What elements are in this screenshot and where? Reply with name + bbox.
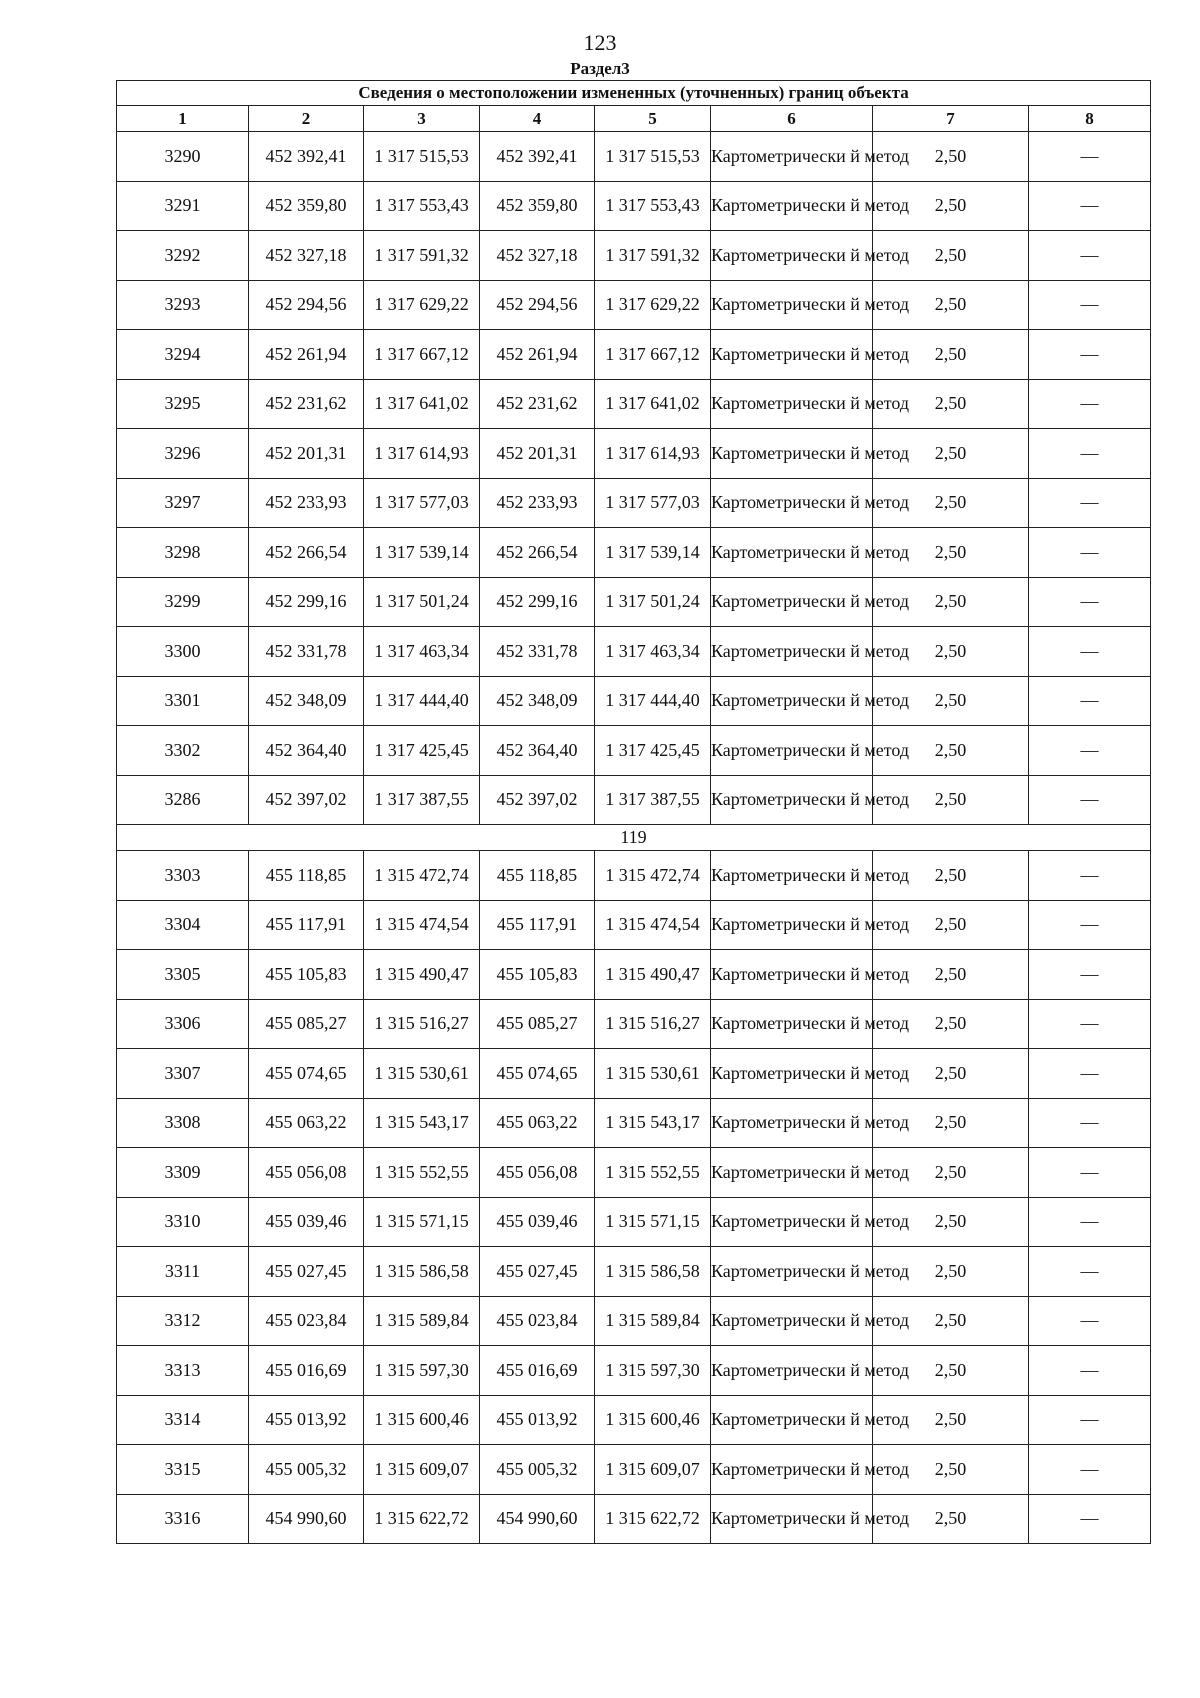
y-new-cell: 1 317 577,03 xyxy=(595,478,711,528)
page-number: 123 xyxy=(583,30,617,55)
y-existing-cell: 1 315 474,54 xyxy=(364,900,480,950)
note-cell: — xyxy=(1029,1098,1151,1148)
column-number-header: 6 xyxy=(711,106,873,132)
table-caption-row xyxy=(117,81,1151,106)
point-number-cell: 3310 xyxy=(117,1197,249,1247)
x-new-cell: 455 117,91 xyxy=(480,900,595,950)
table-row xyxy=(117,379,1151,429)
x-existing-cell: 455 023,84 xyxy=(249,1296,364,1346)
method-cell: Картометрически й метод xyxy=(711,775,873,825)
x-new-cell: 455 027,45 xyxy=(480,1247,595,1297)
table-row xyxy=(117,132,1151,182)
accuracy-cell: 2,50 xyxy=(873,900,1029,950)
method-cell: Картометрически й метод xyxy=(711,851,873,901)
x-existing-cell: 452 392,41 xyxy=(249,132,364,182)
y-existing-cell: 1 315 530,61 xyxy=(364,1049,480,1099)
table-row xyxy=(117,851,1151,901)
x-new-cell: 452 201,31 xyxy=(480,429,595,479)
y-new-cell: 1 317 501,24 xyxy=(595,577,711,627)
x-new-cell: 455 023,84 xyxy=(480,1296,595,1346)
accuracy-cell: 2,50 xyxy=(873,132,1029,182)
point-number-cell: 3290 xyxy=(117,132,249,182)
point-number-cell: 3291 xyxy=(117,181,249,231)
method-cell: Картометрически й метод xyxy=(711,1098,873,1148)
table-row xyxy=(117,1296,1151,1346)
accuracy-cell: 2,50 xyxy=(873,851,1029,901)
accuracy-cell: 2,50 xyxy=(873,528,1029,578)
note-cell: — xyxy=(1029,132,1151,182)
x-existing-cell: 452 266,54 xyxy=(249,528,364,578)
table-row xyxy=(117,775,1151,825)
point-number-cell: 3314 xyxy=(117,1395,249,1445)
x-new-cell: 452 331,78 xyxy=(480,627,595,677)
y-existing-cell: 1 317 641,02 xyxy=(364,379,480,429)
y-existing-cell: 1 315 586,58 xyxy=(364,1247,480,1297)
x-existing-cell: 452 299,16 xyxy=(249,577,364,627)
x-new-cell: 452 359,80 xyxy=(480,181,595,231)
y-existing-cell: 1 315 622,72 xyxy=(364,1494,480,1544)
note-cell: — xyxy=(1029,1148,1151,1198)
x-existing-cell: 455 074,65 xyxy=(249,1049,364,1099)
note-cell: — xyxy=(1029,775,1151,825)
coordinates-table xyxy=(116,80,1151,1544)
table-row xyxy=(117,231,1151,281)
table-row xyxy=(117,1395,1151,1445)
x-new-cell: 455 013,92 xyxy=(480,1395,595,1445)
accuracy-cell: 2,50 xyxy=(873,1296,1029,1346)
table-row xyxy=(117,478,1151,528)
note-cell: — xyxy=(1029,999,1151,1049)
table-body xyxy=(117,132,1151,1544)
accuracy-cell: 2,50 xyxy=(873,379,1029,429)
point-number-cell: 3301 xyxy=(117,676,249,726)
point-number-cell: 3296 xyxy=(117,429,249,479)
y-new-cell: 1 315 586,58 xyxy=(595,1247,711,1297)
note-cell: — xyxy=(1029,478,1151,528)
x-existing-cell: 455 016,69 xyxy=(249,1346,364,1396)
y-existing-cell: 1 315 597,30 xyxy=(364,1346,480,1396)
y-new-cell: 1 315 490,47 xyxy=(595,950,711,1000)
column-number-header: 7 xyxy=(873,106,1029,132)
x-new-cell: 454 990,60 xyxy=(480,1494,595,1544)
x-existing-cell: 452 261,94 xyxy=(249,330,364,380)
table-row xyxy=(117,726,1151,776)
point-number-cell: 3313 xyxy=(117,1346,249,1396)
accuracy-cell: 2,50 xyxy=(873,1197,1029,1247)
table-row xyxy=(117,577,1151,627)
note-cell: — xyxy=(1029,280,1151,330)
point-number-cell: 3316 xyxy=(117,1494,249,1544)
y-new-cell: 1 317 667,12 xyxy=(595,330,711,380)
table-row xyxy=(117,181,1151,231)
y-new-cell: 1 315 597,30 xyxy=(595,1346,711,1396)
x-new-cell: 452 233,93 xyxy=(480,478,595,528)
x-existing-cell: 452 233,93 xyxy=(249,478,364,528)
method-cell: Картометрически й метод xyxy=(711,999,873,1049)
y-new-cell: 1 315 571,15 xyxy=(595,1197,711,1247)
method-cell: Картометрически й метод xyxy=(711,330,873,380)
table-row xyxy=(117,1098,1151,1148)
accuracy-cell: 2,50 xyxy=(873,1445,1029,1495)
table-row xyxy=(117,950,1151,1000)
method-cell: Картометрически й метод xyxy=(711,950,873,1000)
table-row xyxy=(117,1197,1151,1247)
accuracy-cell: 2,50 xyxy=(873,1494,1029,1544)
y-existing-cell: 1 315 516,27 xyxy=(364,999,480,1049)
x-new-cell: 452 397,02 xyxy=(480,775,595,825)
note-cell: — xyxy=(1029,1296,1151,1346)
y-new-cell: 1 315 622,72 xyxy=(595,1494,711,1544)
table-row xyxy=(117,280,1151,330)
table-row xyxy=(117,999,1151,1049)
table-row xyxy=(117,1346,1151,1396)
x-new-cell: 455 039,46 xyxy=(480,1197,595,1247)
y-existing-cell: 1 317 591,32 xyxy=(364,231,480,281)
table-caption: Сведения о местоположении измененных (уточненных) границ объекта xyxy=(117,81,1151,106)
point-number-cell: 3300 xyxy=(117,627,249,677)
x-new-cell: 455 016,69 xyxy=(480,1346,595,1396)
y-new-cell: 1 317 629,22 xyxy=(595,280,711,330)
point-number-cell: 3307 xyxy=(117,1049,249,1099)
table-row xyxy=(117,330,1151,380)
note-cell: — xyxy=(1029,379,1151,429)
method-cell: Картометрически й метод xyxy=(711,1395,873,1445)
method-cell: Картометрически й метод xyxy=(711,1445,873,1495)
method-cell: Картометрически й метод xyxy=(711,627,873,677)
accuracy-cell: 2,50 xyxy=(873,429,1029,479)
x-new-cell: 452 231,62 xyxy=(480,379,595,429)
y-existing-cell: 1 317 463,34 xyxy=(364,627,480,677)
note-cell: — xyxy=(1029,1445,1151,1495)
y-new-cell: 1 315 516,27 xyxy=(595,999,711,1049)
y-new-cell: 1 317 425,45 xyxy=(595,726,711,776)
y-new-cell: 1 315 530,61 xyxy=(595,1049,711,1099)
x-existing-cell: 455 063,22 xyxy=(249,1098,364,1148)
method-cell: Картометрически й метод xyxy=(711,1049,873,1099)
point-number-cell: 3298 xyxy=(117,528,249,578)
accuracy-cell: 2,50 xyxy=(873,627,1029,677)
column-number-header: 5 xyxy=(595,106,711,132)
method-cell: Картометрически й метод xyxy=(711,900,873,950)
method-cell: Картометрически й метод xyxy=(711,181,873,231)
x-new-cell: 455 056,08 xyxy=(480,1148,595,1198)
y-existing-cell: 1 317 667,12 xyxy=(364,330,480,380)
column-number-header: 4 xyxy=(480,106,595,132)
method-cell: Картометрически й метод xyxy=(711,676,873,726)
y-existing-cell: 1 315 472,74 xyxy=(364,851,480,901)
point-number-cell: 3309 xyxy=(117,1148,249,1198)
point-number-cell: 3304 xyxy=(117,900,249,950)
point-number-cell: 3302 xyxy=(117,726,249,776)
table-row xyxy=(117,676,1151,726)
method-cell: Картометрически й метод xyxy=(711,726,873,776)
note-cell: — xyxy=(1029,1049,1151,1099)
method-cell: Картометрически й метод xyxy=(711,280,873,330)
x-new-cell: 452 294,56 xyxy=(480,280,595,330)
table-row xyxy=(117,900,1151,950)
method-cell: Картометрически й метод xyxy=(711,1197,873,1247)
y-existing-cell: 1 317 539,14 xyxy=(364,528,480,578)
y-new-cell: 1 317 463,34 xyxy=(595,627,711,677)
accuracy-cell: 2,50 xyxy=(873,999,1029,1049)
method-cell: Картометрически й метод xyxy=(711,528,873,578)
note-cell: — xyxy=(1029,900,1151,950)
point-number-cell: 3305 xyxy=(117,950,249,1000)
x-existing-cell: 455 085,27 xyxy=(249,999,364,1049)
y-existing-cell: 1 317 515,53 xyxy=(364,132,480,182)
note-cell: — xyxy=(1029,577,1151,627)
accuracy-cell: 2,50 xyxy=(873,280,1029,330)
x-new-cell: 452 348,09 xyxy=(480,676,595,726)
point-number-cell: 3293 xyxy=(117,280,249,330)
column-number-header: 3 xyxy=(364,106,480,132)
table-row xyxy=(117,627,1151,677)
column-number-header: 2 xyxy=(249,106,364,132)
method-cell: Картометрически й метод xyxy=(711,429,873,479)
y-existing-cell: 1 317 629,22 xyxy=(364,280,480,330)
x-new-cell: 455 118,85 xyxy=(480,851,595,901)
table-row xyxy=(117,1148,1151,1198)
x-existing-cell: 452 331,78 xyxy=(249,627,364,677)
x-existing-cell: 452 294,56 xyxy=(249,280,364,330)
x-existing-cell: 455 105,83 xyxy=(249,950,364,1000)
accuracy-cell: 2,50 xyxy=(873,1148,1029,1198)
method-cell: Картометрически й метод xyxy=(711,1494,873,1544)
x-existing-cell: 455 117,91 xyxy=(249,900,364,950)
accuracy-cell: 2,50 xyxy=(873,726,1029,776)
x-existing-cell: 455 039,46 xyxy=(249,1197,364,1247)
x-existing-cell: 452 327,18 xyxy=(249,231,364,281)
x-new-cell: 455 085,27 xyxy=(480,999,595,1049)
y-existing-cell: 1 315 571,15 xyxy=(364,1197,480,1247)
y-new-cell: 1 317 515,53 xyxy=(595,132,711,182)
column-numbers-row xyxy=(117,106,1151,132)
note-cell: — xyxy=(1029,528,1151,578)
x-new-cell: 455 074,65 xyxy=(480,1049,595,1099)
point-number-cell: 3299 xyxy=(117,577,249,627)
point-number-cell: 3294 xyxy=(117,330,249,380)
y-new-cell: 1 315 543,17 xyxy=(595,1098,711,1148)
method-cell: Картометрически й метод xyxy=(711,1346,873,1396)
x-new-cell: 455 005,32 xyxy=(480,1445,595,1495)
y-new-cell: 1 315 552,55 xyxy=(595,1148,711,1198)
x-new-cell: 455 105,83 xyxy=(480,950,595,1000)
y-existing-cell: 1 317 387,55 xyxy=(364,775,480,825)
note-cell: — xyxy=(1029,1197,1151,1247)
accuracy-cell: 2,50 xyxy=(873,1049,1029,1099)
y-existing-cell: 1 317 425,45 xyxy=(364,726,480,776)
x-new-cell: 452 327,18 xyxy=(480,231,595,281)
table-row xyxy=(117,429,1151,479)
x-new-cell: 452 392,41 xyxy=(480,132,595,182)
x-existing-cell: 452 364,40 xyxy=(249,726,364,776)
point-number-cell: 3306 xyxy=(117,999,249,1049)
note-cell: — xyxy=(1029,429,1151,479)
note-cell: — xyxy=(1029,330,1151,380)
note-cell: — xyxy=(1029,181,1151,231)
x-existing-cell: 455 005,32 xyxy=(249,1445,364,1495)
y-new-cell: 1 317 553,43 xyxy=(595,181,711,231)
note-cell: — xyxy=(1029,231,1151,281)
y-existing-cell: 1 315 589,84 xyxy=(364,1296,480,1346)
note-cell: — xyxy=(1029,950,1151,1000)
accuracy-cell: 2,50 xyxy=(873,1098,1029,1148)
x-existing-cell: 452 359,80 xyxy=(249,181,364,231)
accuracy-cell: 2,50 xyxy=(873,330,1029,380)
y-existing-cell: 1 317 577,03 xyxy=(364,478,480,528)
y-existing-cell: 1 315 543,17 xyxy=(364,1098,480,1148)
y-existing-cell: 1 317 614,93 xyxy=(364,429,480,479)
point-number-cell: 3295 xyxy=(117,379,249,429)
x-existing-cell: 452 348,09 xyxy=(249,676,364,726)
x-new-cell: 455 063,22 xyxy=(480,1098,595,1148)
column-number-header: 8 xyxy=(1029,106,1151,132)
x-new-cell: 452 261,94 xyxy=(480,330,595,380)
accuracy-cell: 2,50 xyxy=(873,1346,1029,1396)
x-new-cell: 452 364,40 xyxy=(480,726,595,776)
accuracy-cell: 2,50 xyxy=(873,478,1029,528)
note-cell: — xyxy=(1029,1346,1151,1396)
y-existing-cell: 1 315 609,07 xyxy=(364,1445,480,1495)
y-existing-cell: 1 315 490,47 xyxy=(364,950,480,1000)
column-number-header: 1 xyxy=(117,106,249,132)
note-cell: — xyxy=(1029,627,1151,677)
x-existing-cell: 454 990,60 xyxy=(249,1494,364,1544)
y-new-cell: 1 317 539,14 xyxy=(595,528,711,578)
y-new-cell: 1 317 641,02 xyxy=(595,379,711,429)
accuracy-cell: 2,50 xyxy=(873,950,1029,1000)
y-new-cell: 1 315 589,84 xyxy=(595,1296,711,1346)
y-new-cell: 1 315 609,07 xyxy=(595,1445,711,1495)
y-existing-cell: 1 315 600,46 xyxy=(364,1395,480,1445)
y-new-cell: 1 317 614,93 xyxy=(595,429,711,479)
table-row xyxy=(117,1247,1151,1297)
y-existing-cell: 1 317 501,24 xyxy=(364,577,480,627)
y-new-cell: 1 315 474,54 xyxy=(595,900,711,950)
method-cell: Картометрически й метод xyxy=(711,132,873,182)
point-number-cell: 3292 xyxy=(117,231,249,281)
note-cell: — xyxy=(1029,851,1151,901)
x-existing-cell: 455 056,08 xyxy=(249,1148,364,1198)
x-existing-cell: 455 013,92 xyxy=(249,1395,364,1445)
table-row xyxy=(117,1445,1151,1495)
x-new-cell: 452 266,54 xyxy=(480,528,595,578)
accuracy-cell: 2,50 xyxy=(873,775,1029,825)
group-label: 119 xyxy=(117,825,1151,851)
note-cell: — xyxy=(1029,676,1151,726)
method-cell: Картометрически й метод xyxy=(711,577,873,627)
y-new-cell: 1 317 444,40 xyxy=(595,676,711,726)
table-row xyxy=(117,528,1151,578)
group-label-row xyxy=(117,825,1151,851)
accuracy-cell: 2,50 xyxy=(873,577,1029,627)
point-number-cell: 3315 xyxy=(117,1445,249,1495)
method-cell: Картометрически й метод xyxy=(711,231,873,281)
x-existing-cell: 455 118,85 xyxy=(249,851,364,901)
method-cell: Картометрически й метод xyxy=(711,379,873,429)
note-cell: — xyxy=(1029,1494,1151,1544)
point-number-cell: 3312 xyxy=(117,1296,249,1346)
x-existing-cell: 452 201,31 xyxy=(249,429,364,479)
section-title: Раздел3 xyxy=(570,59,630,78)
table-row xyxy=(117,1049,1151,1099)
point-number-cell: 3297 xyxy=(117,478,249,528)
note-cell: — xyxy=(1029,726,1151,776)
point-number-cell: 3311 xyxy=(117,1247,249,1297)
method-cell: Картометрически й метод xyxy=(711,1296,873,1346)
x-existing-cell: 452 397,02 xyxy=(249,775,364,825)
y-existing-cell: 1 317 553,43 xyxy=(364,181,480,231)
y-existing-cell: 1 317 444,40 xyxy=(364,676,480,726)
method-cell: Картометрически й метод xyxy=(711,478,873,528)
x-new-cell: 452 299,16 xyxy=(480,577,595,627)
accuracy-cell: 2,50 xyxy=(873,1395,1029,1445)
y-new-cell: 1 317 591,32 xyxy=(595,231,711,281)
y-new-cell: 1 315 472,74 xyxy=(595,851,711,901)
x-existing-cell: 455 027,45 xyxy=(249,1247,364,1297)
method-cell: Картометрически й метод xyxy=(711,1247,873,1297)
point-number-cell: 3308 xyxy=(117,1098,249,1148)
note-cell: — xyxy=(1029,1395,1151,1445)
y-new-cell: 1 317 387,55 xyxy=(595,775,711,825)
y-existing-cell: 1 315 552,55 xyxy=(364,1148,480,1198)
point-number-cell: 3303 xyxy=(117,851,249,901)
method-cell: Картометрически й метод xyxy=(711,1148,873,1198)
x-existing-cell: 452 231,62 xyxy=(249,379,364,429)
accuracy-cell: 2,50 xyxy=(873,1247,1029,1297)
table-row xyxy=(117,1494,1151,1544)
accuracy-cell: 2,50 xyxy=(873,231,1029,281)
note-cell: — xyxy=(1029,1247,1151,1297)
accuracy-cell: 2,50 xyxy=(873,181,1029,231)
point-number-cell: 3286 xyxy=(117,775,249,825)
y-new-cell: 1 315 600,46 xyxy=(595,1395,711,1445)
accuracy-cell: 2,50 xyxy=(873,676,1029,726)
